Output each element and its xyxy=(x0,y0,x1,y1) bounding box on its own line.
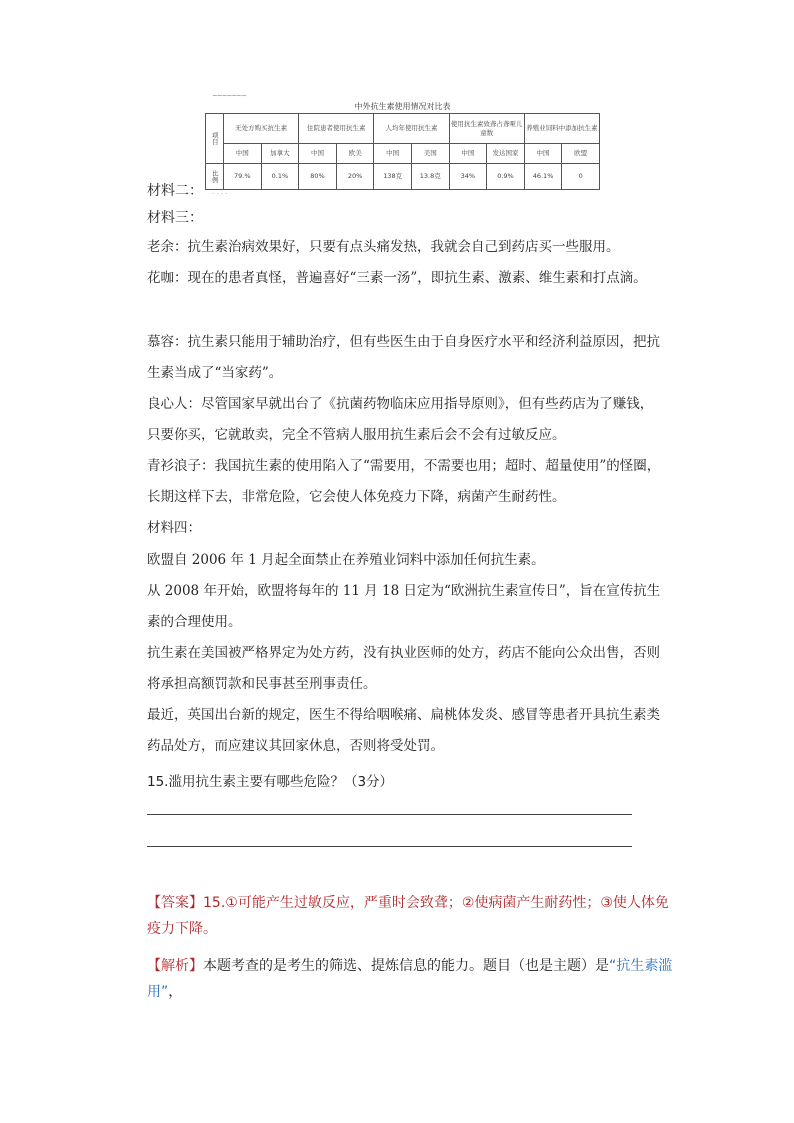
table-row-label: 比例 xyxy=(206,164,224,190)
table-cell: 79.% xyxy=(224,164,262,190)
answer-line xyxy=(147,846,632,847)
table-group-header: 住院患者使用抗生素 xyxy=(299,114,374,144)
table-group-header: 养殖业饲料中添加抗生素 xyxy=(524,114,599,144)
material-2-label: 材料二： xyxy=(147,183,203,199)
paragraph: 药品处方，而应建议其回家休息，否则将受处罚。 xyxy=(147,738,444,754)
table-sub-header: 中国 xyxy=(374,144,412,164)
paragraph: 老余：抗生素治病效果好，只要有点头痛发热，我就会自己到药店买一些服用。 xyxy=(147,239,620,255)
answer-text: 15.①可能产生过敏反应，严重时会致聋；②使病菌产生耐药性；③使人体免 xyxy=(203,895,669,911)
table-cell: 0.9% xyxy=(487,164,525,190)
paragraph: 将承担高额罚款和民事甚至刑事责任。 xyxy=(147,676,377,692)
material-3-label: 材料三： xyxy=(147,210,203,226)
paragraph: 从 2008 年开始，欧盟将每年的 11 月 18 日定为“欧洲抗生素宣传日”，旨在宣传抗生 xyxy=(147,583,661,599)
analysis-text: 本题考查的是考生的筛选、提炼信息的能力。题目（也是主题）是 xyxy=(203,958,609,974)
table-cell: 138克 xyxy=(374,164,412,190)
material-4-label: 材料四： xyxy=(147,520,201,536)
table-sub-header: 欧盟 xyxy=(562,144,600,164)
paragraph: 长期这样下去，非常危险，它会使人体免疫力下降，病菌产生耐药性。 xyxy=(147,489,566,505)
analysis-text: ， xyxy=(168,984,183,1000)
table-group-header: 人均年使用抗生素 xyxy=(374,114,449,144)
table-sub-header: 中国 xyxy=(524,144,562,164)
table-sub-header: 中国 xyxy=(449,144,487,164)
answer-tag: 【答案】 xyxy=(147,895,203,911)
table-cell: 0 xyxy=(562,164,600,190)
table-group-header: 无处方购买抗生素 xyxy=(224,114,299,144)
table-cell: 46.1% xyxy=(524,164,562,190)
table-sub-header: 欧美 xyxy=(336,144,374,164)
table-title: 中外抗生素使用情况对比表 xyxy=(354,102,451,111)
comparison-table xyxy=(205,113,600,190)
table-cell: 0.1% xyxy=(261,164,299,190)
answer-line xyxy=(147,814,632,815)
table-cell: 34% xyxy=(449,164,487,190)
table-cell: 13.8克 xyxy=(411,164,449,190)
table-sub-header: 美国 xyxy=(411,144,449,164)
paragraph: 欧盟自 2006 年 1 月起全面禁止在养殖业饲料中添加任何抗生素。 xyxy=(147,552,545,568)
paragraph: 良心人：尽管国家早就出台了《抗菌药物临床应用指导原则》，但有些药店为了赚钱， xyxy=(147,396,654,412)
table-cell: 20% xyxy=(336,164,374,190)
paragraph: 只要你买，它就敢卖，完全不管病人服用抗生素后会不会有过敏反应。 xyxy=(147,427,566,443)
answer-block xyxy=(147,890,669,942)
table-sub-header: 加拿大 xyxy=(261,144,299,164)
paragraph: 最近，英国出台新的规定，医生不得给咽喉痛、扁桃体发炎、感冒等患者开具抗生素类 xyxy=(147,707,660,723)
paragraph: 青衫浪子：我国抗生素的使用陷入了“需要用，不需要也用；超时、超量使用”的怪圈， xyxy=(147,458,661,474)
question-15: 15.滥用抗生素主要有哪些危险？（3分） xyxy=(147,774,394,790)
paragraph: 素的合理使用。 xyxy=(147,614,242,630)
table-group-header: 使用抗生素致聋占聋哑儿童数 xyxy=(449,114,524,144)
analysis-highlight: 用” xyxy=(147,984,169,1000)
paragraph: 慕容：抗生素只能用于辅助治疗，但有些医生由于自身医疗水平和经济利益原因，把抗 xyxy=(147,334,660,350)
analysis-highlight: “抗生素滥 xyxy=(609,958,673,974)
analysis-tag: 【解析】 xyxy=(147,958,203,974)
table-row-header: 项目 xyxy=(206,114,224,164)
table-sub-header: 发达国家 xyxy=(487,144,525,164)
analysis-block xyxy=(147,953,672,1005)
footer-mark: · · · · xyxy=(212,190,228,198)
paragraph: 抗生素在美国被严格界定为处方药，没有执业医师的处方，药店不能向公众出售，否则 xyxy=(147,645,660,661)
table-sub-header: 中国 xyxy=(224,144,262,164)
header-mark: ~~~~~~~ xyxy=(212,92,247,100)
table-cell: 80% xyxy=(299,164,337,190)
table-sub-header: 中国 xyxy=(299,144,337,164)
answer-text: 疫力下降。 xyxy=(147,921,217,937)
paragraph: 花咖：现在的患者真怪，普遍喜好“三素一汤”，即抗生素、激素、维生素和打点滴。 xyxy=(147,270,647,286)
paragraph: 生素当成了“当家药”。 xyxy=(147,365,283,381)
